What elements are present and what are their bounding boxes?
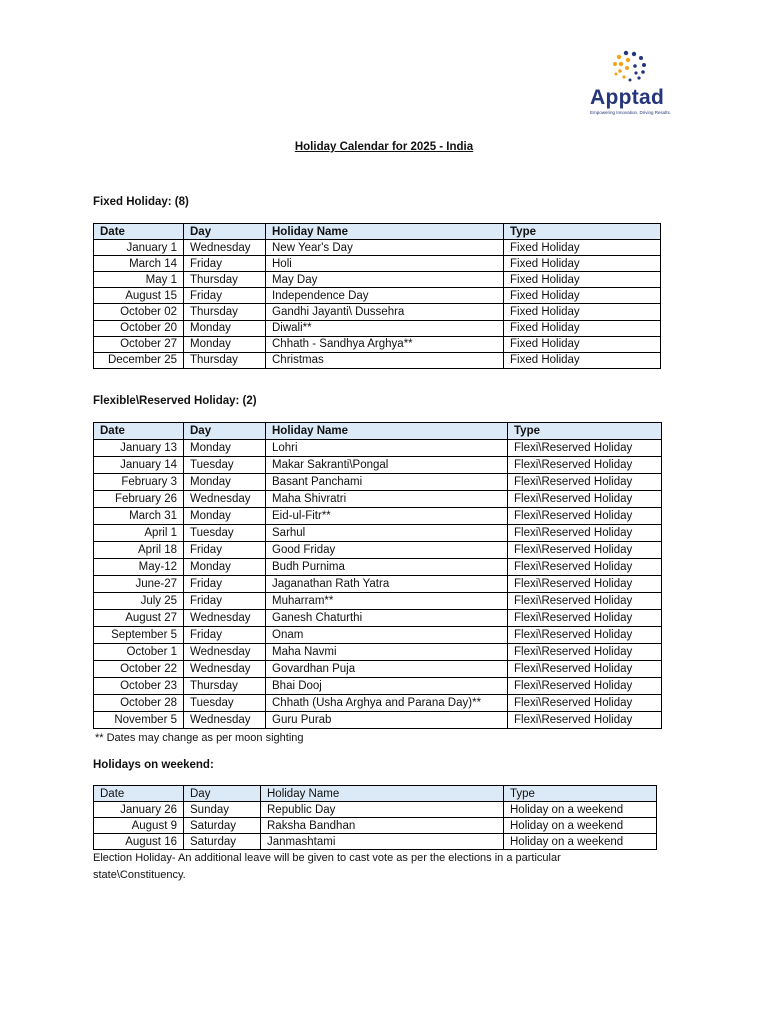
table-row — [94, 457, 662, 474]
cell-day: Tuesday — [184, 695, 266, 712]
logo-tagline: Empowering Innovation. Driving Results. — [590, 110, 672, 115]
cell-day: Thursday — [184, 304, 266, 320]
cell-holiday-name: Jaganathan Rath Yatra — [266, 576, 508, 593]
cell-holiday-name: Onam — [266, 627, 508, 644]
logo-wordmark: Apptad — [590, 86, 665, 109]
cell-type: Fixed Holiday — [504, 240, 661, 256]
weekend-holiday-rows — [94, 802, 657, 850]
cell-holiday-name: Basant Panchami — [266, 474, 508, 491]
moon-sighting-note: ** Dates may change as per moon sighting — [95, 732, 304, 744]
cell-day: Friday — [184, 627, 266, 644]
cell-day: Wednesday — [184, 491, 266, 508]
cell-date: October 22 — [94, 661, 184, 678]
cell-type: Fixed Holiday — [504, 272, 661, 288]
cell-type: Fixed Holiday — [504, 288, 661, 304]
cell-holiday-name: Guru Purab — [266, 712, 508, 729]
cell-type: Flexi\Reserved Holiday — [508, 440, 662, 457]
cell-date: February 26 — [94, 491, 184, 508]
table-row — [94, 474, 662, 491]
cell-holiday-name: Christmas — [266, 352, 504, 368]
cell-day: Wednesday — [184, 661, 266, 678]
table-row — [94, 320, 661, 336]
cell-type: Flexi\Reserved Holiday — [508, 712, 662, 729]
table-row — [94, 272, 661, 288]
table-row — [94, 593, 662, 610]
cell-holiday-name: Maha Navmi — [266, 644, 508, 661]
table-header-row — [94, 423, 662, 440]
column-header-day: Day — [184, 423, 266, 440]
cell-type: Flexi\Reserved Holiday — [508, 474, 662, 491]
cell-holiday-name: Independence Day — [266, 288, 504, 304]
cell-day: Tuesday — [184, 457, 266, 474]
cell-date: July 25 — [94, 593, 184, 610]
cell-day: Monday — [184, 336, 266, 352]
table-row — [94, 818, 657, 834]
cell-holiday-name: Republic Day — [261, 802, 504, 818]
cell-date: March 31 — [94, 508, 184, 525]
cell-type: Holiday on a weekend — [504, 834, 657, 850]
table-row — [94, 525, 662, 542]
cell-day: Wednesday — [184, 610, 266, 627]
table-row — [94, 288, 661, 304]
flexible-holiday-heading: Flexible\Reserved Holiday: (2) — [93, 395, 257, 407]
cell-type: Flexi\Reserved Holiday — [508, 627, 662, 644]
cell-day: Wednesday — [184, 240, 266, 256]
cell-day: Thursday — [184, 678, 266, 695]
cell-day: Sunday — [184, 802, 261, 818]
cell-type: Fixed Holiday — [504, 336, 661, 352]
fixed-holiday-table — [93, 223, 661, 369]
cell-day: Tuesday — [184, 525, 266, 542]
cell-holiday-name: Maha Shivratri — [266, 491, 508, 508]
cell-holiday-name: Good Friday — [266, 542, 508, 559]
cell-day: Monday — [184, 440, 266, 457]
cell-type: Fixed Holiday — [504, 352, 661, 368]
cell-date: December 25 — [94, 352, 184, 368]
cell-type: Flexi\Reserved Holiday — [508, 678, 662, 695]
cell-date: October 1 — [94, 644, 184, 661]
cell-date: June-27 — [94, 576, 184, 593]
cell-date: November 5 — [94, 712, 184, 729]
table-row — [94, 695, 662, 712]
cell-holiday-name: Raksha Bandhan — [261, 818, 504, 834]
cell-holiday-name: Ganesh Chaturthi — [266, 610, 508, 627]
fixed-holiday-rows — [94, 240, 661, 369]
cell-day: Wednesday — [184, 644, 266, 661]
cell-date: January 26 — [94, 802, 184, 818]
table-row — [94, 627, 662, 644]
cell-date: March 14 — [94, 256, 184, 272]
cell-type: Fixed Holiday — [504, 304, 661, 320]
cell-holiday-name: Chhath - Sandhya Arghya** — [266, 336, 504, 352]
cell-holiday-name: Chhath (Usha Arghya and Parana Day)** — [266, 695, 508, 712]
cell-holiday-name: Gandhi Jayanti\ Dussehra — [266, 304, 504, 320]
cell-holiday-name: Diwali** — [266, 320, 504, 336]
cell-type: Flexi\Reserved Holiday — [508, 695, 662, 712]
cell-date: April 18 — [94, 542, 184, 559]
cell-date: October 02 — [94, 304, 184, 320]
cell-holiday-name: Eid-ul-Fitr** — [266, 508, 508, 525]
cell-date: February 3 — [94, 474, 184, 491]
cell-type: Flexi\Reserved Holiday — [508, 457, 662, 474]
column-header-day: Day — [184, 224, 266, 240]
cell-type: Flexi\Reserved Holiday — [508, 576, 662, 593]
cell-holiday-name: Janmashtami — [261, 834, 504, 850]
table-row — [94, 440, 662, 457]
table-header-row — [94, 786, 657, 802]
table-row — [94, 491, 662, 508]
table-row — [94, 834, 657, 850]
page-title: Holiday Calendar for 2025 - India — [294, 141, 474, 153]
cell-date: January 14 — [94, 457, 184, 474]
cell-day: Saturday — [184, 834, 261, 850]
cell-type: Flexi\Reserved Holiday — [508, 508, 662, 525]
table-row — [94, 559, 662, 576]
cell-day: Monday — [184, 474, 266, 491]
cell-type: Flexi\Reserved Holiday — [508, 644, 662, 661]
cell-type: Flexi\Reserved Holiday — [508, 491, 662, 508]
cell-type: Flexi\Reserved Holiday — [508, 559, 662, 576]
table-row — [94, 240, 661, 256]
cell-holiday-name: Govardhan Puja — [266, 661, 508, 678]
cell-day: Friday — [184, 593, 266, 610]
cell-date: October 20 — [94, 320, 184, 336]
cell-holiday-name: Holi — [266, 256, 504, 272]
table-row — [94, 542, 662, 559]
cell-day: Friday — [184, 576, 266, 593]
column-header-type: Type — [508, 423, 662, 440]
cell-date: September 5 — [94, 627, 184, 644]
company-logo — [588, 50, 680, 120]
cell-day: Wednesday — [184, 712, 266, 729]
flexible-holiday-table — [93, 422, 662, 729]
cell-date: October 27 — [94, 336, 184, 352]
cell-date: May-12 — [94, 559, 184, 576]
table-row — [94, 610, 662, 627]
cell-day: Thursday — [184, 272, 266, 288]
logo-dots-icon — [610, 50, 654, 88]
cell-holiday-name: Bhai Dooj — [266, 678, 508, 695]
cell-type: Flexi\Reserved Holiday — [508, 610, 662, 627]
column-header-holiday-name: Holiday Name — [266, 224, 504, 240]
cell-holiday-name: May Day — [266, 272, 504, 288]
cell-date: May 1 — [94, 272, 184, 288]
column-header-date: Date — [94, 423, 184, 440]
column-header-type: Type — [504, 786, 657, 802]
column-header-date: Date — [94, 786, 184, 802]
table-row — [94, 576, 662, 593]
table-row — [94, 712, 662, 729]
fixed-holiday-heading: Fixed Holiday: (8) — [93, 196, 189, 208]
column-header-type: Type — [504, 224, 661, 240]
cell-holiday-name: New Year's Day — [266, 240, 504, 256]
cell-holiday-name: Makar Sakranti\Pongal — [266, 457, 508, 474]
column-header-date: Date — [94, 224, 184, 240]
column-header-day: Day — [184, 786, 261, 802]
cell-type: Holiday on a weekend — [504, 818, 657, 834]
cell-day: Monday — [184, 508, 266, 525]
cell-type: Fixed Holiday — [504, 256, 661, 272]
cell-day: Friday — [184, 542, 266, 559]
weekend-holiday-table — [93, 785, 657, 850]
cell-date: October 23 — [94, 678, 184, 695]
cell-date: August 16 — [94, 834, 184, 850]
table-header-row — [94, 224, 661, 240]
cell-day: Monday — [184, 559, 266, 576]
cell-holiday-name: Muharram** — [266, 593, 508, 610]
column-header-holiday-name: Holiday Name — [266, 423, 508, 440]
cell-day: Friday — [184, 288, 266, 304]
weekend-holiday-heading: Holidays on weekend: — [93, 759, 214, 771]
flexible-holiday-rows — [94, 440, 662, 729]
cell-date: August 15 — [94, 288, 184, 304]
table-row — [94, 352, 661, 368]
table-row — [94, 508, 662, 525]
cell-date: October 28 — [94, 695, 184, 712]
table-row — [94, 678, 662, 695]
cell-type: Flexi\Reserved Holiday — [508, 593, 662, 610]
table-row — [94, 661, 662, 678]
cell-day: Friday — [184, 256, 266, 272]
election-holiday-note: Election Holiday- An additional leave will be given to cast vote as per the elections in a particular state\Constituency. — [93, 852, 561, 881]
table-row — [94, 644, 662, 661]
cell-date: January 13 — [94, 440, 184, 457]
column-header-holiday-name: Holiday Name — [261, 786, 504, 802]
table-row — [94, 336, 661, 352]
cell-type: Holiday on a weekend — [504, 802, 657, 818]
cell-type: Flexi\Reserved Holiday — [508, 525, 662, 542]
cell-day: Thursday — [184, 352, 266, 368]
cell-day: Monday — [184, 320, 266, 336]
cell-holiday-name: Budh Purnima — [266, 559, 508, 576]
cell-holiday-name: Lohri — [266, 440, 508, 457]
cell-type: Fixed Holiday — [504, 320, 661, 336]
cell-type: Flexi\Reserved Holiday — [508, 661, 662, 678]
cell-day: Saturday — [184, 818, 261, 834]
cell-date: April 1 — [94, 525, 184, 542]
cell-date: August 9 — [94, 818, 184, 834]
cell-date: January 1 — [94, 240, 184, 256]
table-row — [94, 256, 661, 272]
cell-type: Flexi\Reserved Holiday — [508, 542, 662, 559]
table-row — [94, 802, 657, 818]
table-row — [94, 304, 661, 320]
cell-date: August 27 — [94, 610, 184, 627]
cell-holiday-name: Sarhul — [266, 525, 508, 542]
